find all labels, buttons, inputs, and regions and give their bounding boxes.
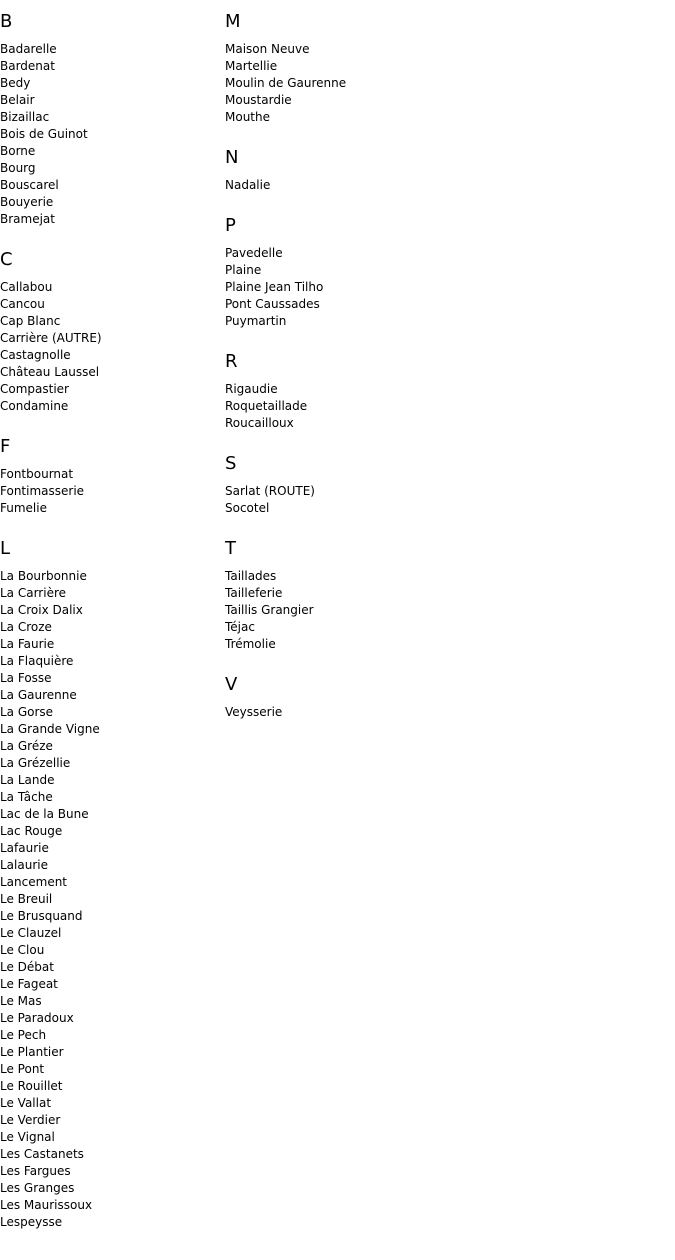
place-link[interactable]: Martellie [225, 59, 278, 73]
letter-heading: P [225, 215, 236, 236]
place-link[interactable]: Bois de Guinot [0, 127, 88, 141]
place-link[interactable]: Le Vignal [0, 1130, 55, 1144]
place-link[interactable]: Le Plantier [0, 1045, 64, 1059]
place-link[interactable]: Les Fargues [0, 1164, 71, 1178]
place-link[interactable]: La Croix Dalix [0, 603, 83, 617]
place-link[interactable]: Bouscarel [0, 178, 59, 192]
place-link[interactable]: La Flaquière [0, 654, 74, 668]
place-link[interactable]: Bourg [0, 161, 36, 175]
place-link[interactable]: Le Mas [0, 994, 42, 1008]
place-link[interactable]: La Bourbonnie [0, 569, 87, 583]
place-list [225, 568, 445, 653]
place-link[interactable]: Les Maurissoux [0, 1198, 93, 1212]
letter-heading: C [0, 249, 13, 270]
place-link[interactable]: Téjac [225, 620, 255, 634]
place-link[interactable]: Plaine [225, 263, 262, 277]
place-link[interactable]: Lespeysse [0, 1215, 63, 1229]
place-link[interactable]: Moustardie [225, 93, 292, 107]
place-link[interactable]: Sarlat (ROUTE) [225, 484, 315, 498]
place-link[interactable]: La Gorse [0, 705, 54, 719]
place-link[interactable]: Cancou [0, 297, 45, 311]
place-link[interactable]: Trémolie [225, 637, 276, 651]
place-link[interactable]: Le Rouillet [0, 1079, 63, 1093]
place-link[interactable]: Le Pech [0, 1028, 47, 1042]
place-link[interactable]: La Grande Vigne [0, 722, 100, 736]
place-link[interactable]: Borne [0, 144, 36, 158]
place-list [225, 41, 445, 126]
letter-heading: L [0, 538, 11, 559]
letter-heading: S [225, 453, 237, 474]
place-link[interactable]: Veysserie [225, 705, 283, 719]
letter-heading: B [0, 11, 13, 32]
letter-group [225, 351, 445, 432]
place-link[interactable]: Callabou [0, 280, 53, 294]
place-link[interactable]: Bedy [0, 76, 31, 90]
place-list [225, 177, 445, 194]
place-link[interactable]: Le Vallat [0, 1096, 52, 1110]
index-column-right [225, 11, 445, 742]
letter-group [225, 538, 445, 653]
place-link[interactable]: Le Paradoux [0, 1011, 74, 1025]
letter-heading: M [225, 11, 241, 32]
letter-group [225, 453, 445, 517]
place-link[interactable]: Les Castanets [0, 1147, 84, 1161]
place-link[interactable]: Château Laussel [0, 365, 100, 379]
letter-heading: F [0, 436, 11, 457]
place-link[interactable]: Le Clauzel [0, 926, 62, 940]
place-link[interactable]: Les Granges [0, 1181, 75, 1195]
place-list [225, 245, 445, 330]
place-list [225, 483, 445, 517]
place-link[interactable]: Taillis Grangier [225, 603, 314, 617]
place-link[interactable]: La Tâche [0, 790, 53, 804]
place-link[interactable]: Fontbournat [0, 467, 74, 481]
place-link[interactable]: Plaine Jean Tilho [225, 280, 324, 294]
letter-group [225, 215, 445, 330]
letter-heading: N [225, 147, 239, 168]
place-link[interactable]: Rigaudie [225, 382, 278, 396]
place-link[interactable]: Moulin de Gaurenne [225, 76, 347, 90]
letter-heading: R [225, 351, 238, 372]
place-link[interactable]: Bardenat [0, 59, 55, 73]
place-link[interactable]: Fumelie [0, 501, 47, 515]
place-list [0, 41, 220, 228]
place-link[interactable]: La Lande [0, 773, 55, 787]
place-link[interactable]: Bizaillac [0, 110, 50, 124]
index-column-left [0, 11, 220, 1252]
letter-group [0, 249, 220, 415]
place-link[interactable]: Lancement [0, 875, 68, 889]
letter-group [0, 538, 220, 1231]
letter-heading: T [225, 538, 236, 559]
place-link[interactable]: Tailleferie [225, 586, 283, 600]
place-link[interactable]: La Faurie [0, 637, 55, 651]
letter-group [225, 11, 445, 126]
place-link[interactable]: Le Pont [0, 1062, 45, 1076]
place-link[interactable]: Lafaurie [0, 841, 49, 855]
place-link[interactable]: Badarelle [0, 42, 57, 56]
place-link[interactable]: Socotel [225, 501, 270, 515]
place-link[interactable]: Pavedelle [225, 246, 283, 260]
place-link[interactable]: Roucailloux [225, 416, 294, 430]
place-link[interactable]: Le Clou [0, 943, 45, 957]
letter-group [0, 11, 220, 228]
place-link[interactable]: Cap Blanc [0, 314, 61, 328]
place-link[interactable]: Lac Rouge [0, 824, 63, 838]
place-link[interactable]: Carrière (AUTRE) [0, 331, 102, 345]
place-link[interactable]: La Gréze [0, 739, 53, 753]
place-list [0, 279, 220, 415]
letter-group [0, 436, 220, 517]
place-link[interactable]: Maison Neuve [225, 42, 310, 56]
place-link[interactable]: Lac de la Bune [0, 807, 89, 821]
place-link[interactable]: Roquetaillade [225, 399, 308, 413]
place-link[interactable]: Le Verdier [0, 1113, 61, 1127]
place-list [0, 568, 220, 1231]
place-link[interactable]: Pont Caussades [225, 297, 320, 311]
place-link[interactable]: Lalaurie [0, 858, 48, 872]
place-link[interactable]: Le Fageat [0, 977, 58, 991]
place-link[interactable]: La Carrière [0, 586, 67, 600]
place-link[interactable]: Mouthe [225, 110, 270, 124]
place-link[interactable]: Le Débat [0, 960, 54, 974]
place-link[interactable]: Taillades [225, 569, 277, 583]
letter-group [225, 674, 445, 721]
place-list [0, 466, 220, 517]
place-link[interactable]: La Grézellie [0, 756, 71, 770]
place-link[interactable]: Bramejat [0, 212, 55, 226]
place-list [225, 704, 445, 721]
place-link[interactable]: Condamine [0, 399, 69, 413]
place-link[interactable]: Fontimasserie [0, 484, 85, 498]
place-list [225, 381, 445, 432]
place-link[interactable]: Belair [0, 93, 35, 107]
place-link[interactable]: Le Breuil [0, 892, 53, 906]
place-link[interactable]: Le Brusquand [0, 909, 83, 923]
place-link[interactable]: Puymartin [225, 314, 287, 328]
place-link[interactable]: La Croze [0, 620, 52, 634]
letter-group [225, 147, 445, 194]
place-link[interactable]: Compastier [0, 382, 69, 396]
letter-heading: V [225, 674, 238, 695]
place-link[interactable]: La Gaurenne [0, 688, 77, 702]
place-link[interactable]: Bouyerie [0, 195, 54, 209]
place-link[interactable]: Castagnolle [0, 348, 71, 362]
place-link[interactable]: Nadalie [225, 178, 271, 192]
place-link[interactable]: La Fosse [0, 671, 52, 685]
